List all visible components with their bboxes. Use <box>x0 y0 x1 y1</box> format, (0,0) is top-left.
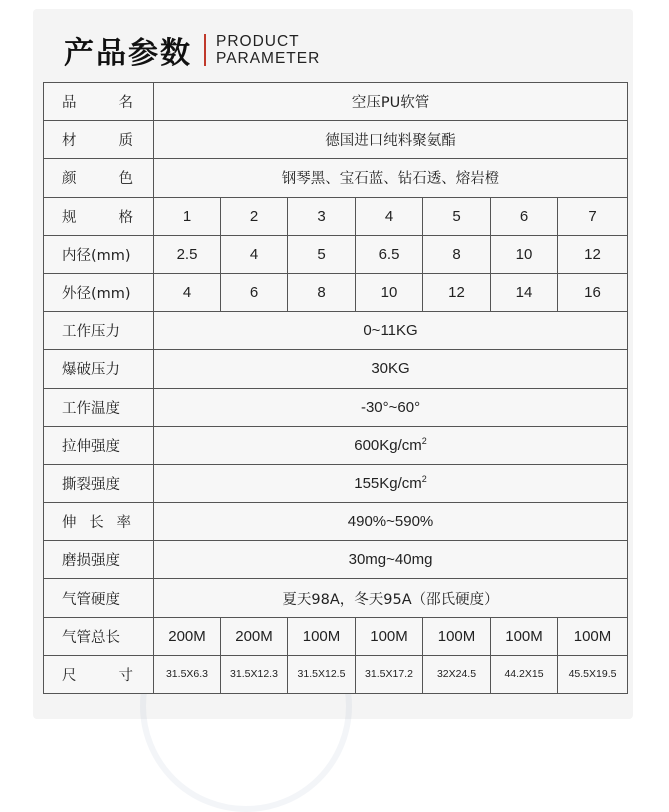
size-cell: 45.5X19.5 <box>558 655 628 693</box>
row-label: 外径(mm) <box>44 273 154 311</box>
inner-diameter-cell: 4 <box>221 235 288 273</box>
unit-superscript: 2 <box>421 474 427 485</box>
table-row <box>44 159 628 197</box>
outer-diameter-cell: 10 <box>356 273 423 311</box>
length-cell: 100M <box>558 617 628 655</box>
row-value: 0~11KG <box>154 312 628 350</box>
inner-diameter-cell: 10 <box>491 235 558 273</box>
row-label: 颜 色 <box>44 159 154 197</box>
spec-cell: 5 <box>423 197 491 235</box>
table-row <box>44 388 628 426</box>
spec-cell: 1 <box>154 197 221 235</box>
tear-value: 155Kg/cm <box>354 475 422 493</box>
length-cell: 100M <box>356 617 423 655</box>
section-header <box>64 28 320 72</box>
inner-diameter-cell: 6.5 <box>356 235 423 273</box>
row-value: -30°~60° <box>154 388 628 426</box>
table-row <box>44 312 628 350</box>
unit-superscript: 2 <box>421 436 427 447</box>
english-title-line2: PARAMETER <box>216 50 321 67</box>
spec-cell: 7 <box>558 197 628 235</box>
row-label: 磨损强度 <box>44 541 154 579</box>
row-label: 撕裂强度 <box>44 464 154 502</box>
row-value: 夏天98A，冬天95A（邵氏硬度） <box>154 579 628 617</box>
size-cell: 31.5X6.3 <box>154 655 221 693</box>
table-row <box>44 464 628 502</box>
table-row <box>44 121 628 159</box>
title-divider <box>204 34 206 66</box>
row-label: 尺 寸 <box>44 655 154 693</box>
outer-diameter-cell: 4 <box>154 273 221 311</box>
size-cell: 31.5X17.2 <box>356 655 423 693</box>
row-value: 30mg~40mg <box>154 541 628 579</box>
table-row <box>44 655 628 693</box>
spec-cell: 6 <box>491 197 558 235</box>
row-label: 材 质 <box>44 121 154 159</box>
table-row <box>44 350 628 388</box>
row-value: 30KG <box>154 350 628 388</box>
row-label: 工作压力 <box>44 312 154 350</box>
outer-diameter-cell: 6 <box>221 273 288 311</box>
length-cell: 100M <box>491 617 558 655</box>
row-value: 钢琴黑、宝石蓝、钻石透、熔岩橙 <box>154 159 628 197</box>
table-row <box>44 235 628 273</box>
outer-diameter-cell: 16 <box>558 273 628 311</box>
length-cell: 200M <box>154 617 221 655</box>
tensile-value: 600Kg/cm <box>354 437 422 455</box>
outer-diameter-cell: 8 <box>288 273 356 311</box>
row-label: 气管总长 <box>44 617 154 655</box>
outer-diameter-cell: 12 <box>423 273 491 311</box>
row-label: 工作温度 <box>44 388 154 426</box>
row-value: 德国进口纯料聚氨酯 <box>154 121 628 159</box>
parameter-table <box>43 82 628 694</box>
spec-cell: 2 <box>221 197 288 235</box>
table-row <box>44 273 628 311</box>
outer-diameter-cell: 14 <box>491 273 558 311</box>
english-title <box>216 33 320 67</box>
length-cell: 100M <box>288 617 356 655</box>
page-title: 产品参数 <box>64 36 192 71</box>
length-cell: 100M <box>423 617 491 655</box>
row-label: 规 格 <box>44 197 154 235</box>
table-row <box>44 426 628 464</box>
inner-diameter-cell: 8 <box>423 235 491 273</box>
size-cell: 31.5X12.5 <box>288 655 356 693</box>
spec-cell: 3 <box>288 197 356 235</box>
inner-diameter-cell: 2.5 <box>154 235 221 273</box>
table-row <box>44 541 628 579</box>
table-row <box>44 197 628 235</box>
row-value: 490%~590% <box>154 503 628 541</box>
row-label: 伸 长 率 <box>44 503 154 541</box>
row-value <box>154 426 628 464</box>
table-row <box>44 83 628 121</box>
row-label: 气管硬度 <box>44 579 154 617</box>
row-value: 空压PU软管 <box>154 83 628 121</box>
table-row <box>44 503 628 541</box>
spec-cell: 4 <box>356 197 423 235</box>
inner-diameter-cell: 12 <box>558 235 628 273</box>
table-row <box>44 617 628 655</box>
table-row <box>44 579 628 617</box>
row-value <box>154 464 628 502</box>
size-cell: 32X24.5 <box>423 655 491 693</box>
size-cell: 44.2X15 <box>491 655 558 693</box>
english-title-line1: PRODUCT <box>216 33 300 50</box>
row-label: 品 名 <box>44 83 154 121</box>
row-label: 内径(mm) <box>44 235 154 273</box>
length-cell: 200M <box>221 617 288 655</box>
row-label: 拉伸强度 <box>44 426 154 464</box>
inner-diameter-cell: 5 <box>288 235 356 273</box>
size-cell: 31.5X12.3 <box>221 655 288 693</box>
row-label: 爆破压力 <box>44 350 154 388</box>
